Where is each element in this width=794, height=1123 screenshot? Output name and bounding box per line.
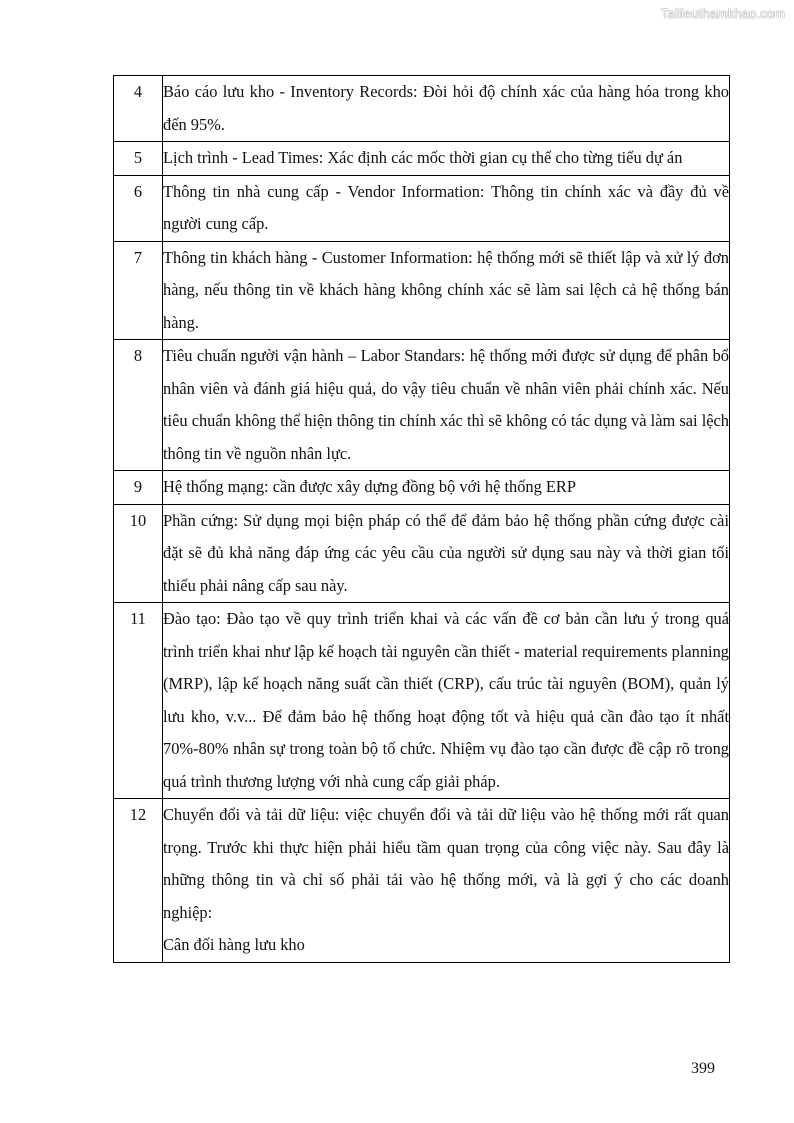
table-row	[114, 142, 730, 176]
row-text: Đào tạo: Đào tạo về quy trình triển khai và các vấn đề cơ bản cần lưu ý trong quá trình triển khai như lập kế hoạch tài nguyên cần thiết - material requirements planning (MRP), lập kế hoạch năng suất cần thiết (CRP), cấu trúc tài nguyên (BOM), quản lý lưu kho, v.v... Để đảm bảo hệ thống hoạt động tốt và hiệu quả cần đào tạo ít nhất 70%-80% nhân sự trong toàn bộ tổ chức. Nhiệm vụ đào tạo cần được đề cập rõ trong quá trình thương lượng với nhà cung cấp giải pháp.	[163, 603, 730, 799]
row-text-cell	[163, 799, 730, 963]
table-row	[114, 76, 730, 142]
row-number: 5	[114, 142, 163, 176]
row-number: 7	[114, 241, 163, 340]
row-number: 4	[114, 76, 163, 142]
table-row	[114, 241, 730, 340]
row-text: Phần cứng: Sử dụng mọi biện pháp có thể để đảm bảo hệ thống phần cứng được cài đặt sẽ đủ khả năng đáp ứng các yêu cầu của người sử dụng sau này và thời gian tối thiểu phải nâng cấp sau này.	[163, 504, 730, 603]
row-number: 8	[114, 340, 163, 471]
row-text: Báo cáo lưu kho - Inventory Records: Đòi hỏi độ chính xác của hàng hóa trong kho đến 95%.	[163, 76, 730, 142]
table-row	[114, 504, 730, 603]
row-text: Thông tin nhà cung cấp - Vendor Information: Thông tin chính xác và đầy đủ về người cung cấp.	[163, 175, 730, 241]
row-text-continuation: Cân đối hàng lưu kho	[163, 935, 305, 954]
row-number: 6	[114, 175, 163, 241]
table-row	[114, 799, 730, 963]
table-row	[114, 471, 730, 505]
table-row	[114, 603, 730, 799]
row-text: Chuyển đổi và tải dữ liệu: việc chuyển đổi và tải dữ liệu vào hệ thống mới rất quan trọng. Trước khi thực hiện phải hiểu tầm quan trọng của công việc này. Sau đây là những thông tin và chỉ số phải tải vào hệ thống mới, và là gợi ý cho các doanh nghiệp:	[163, 805, 729, 922]
requirements-table	[113, 75, 730, 963]
row-text: Tiêu chuẩn người vận hành – Labor Standars: hệ thống mới được sử dụng để phân bổ nhân viên và đánh giá hiệu quả, do vậy tiêu chuẩn về nhân viên phải chính xác. Nếu tiêu chuẩn không thể hiện thông tin chính xác thì sẽ không có tác dụng và làm sai lệch thông tin về nguồn nhân lực.	[163, 340, 730, 471]
row-number: 12	[114, 799, 163, 963]
page-number: 399	[691, 1060, 715, 1077]
watermark-text: Tailieuthamkhao.com	[660, 6, 785, 21]
row-text: Thông tin khách hàng - Customer Information: hệ thống mới sẽ thiết lập và xử lý đơn hàng, nếu thông tin về khách hàng không chính xác sẽ làm sai lệch cả hệ thống bán hàng.	[163, 241, 730, 340]
row-number: 10	[114, 504, 163, 603]
table-row	[114, 175, 730, 241]
row-number: 9	[114, 471, 163, 505]
row-number: 11	[114, 603, 163, 799]
row-text: Lịch trình - Lead Times: Xác định các mốc thời gian cụ thể cho từng tiểu dự án	[163, 142, 730, 176]
row-text: Hệ thống mạng: cần được xây dựng đồng bộ với hệ thống ERP	[163, 471, 730, 505]
table-row	[114, 340, 730, 471]
